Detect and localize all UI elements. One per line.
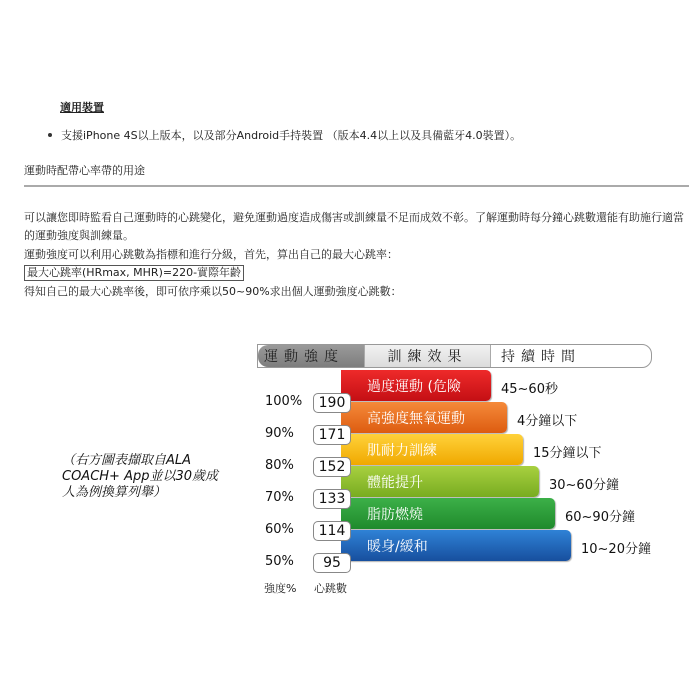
bullet-icon [48, 133, 52, 137]
bar-overtraining: 過度運動 (危險 [341, 370, 491, 401]
intensity-pct: 60% [265, 522, 294, 537]
duration-label: 60~90分鐘 [565, 510, 635, 525]
note-line: 人為例換算列舉） [62, 485, 167, 500]
header-effect: 訓練效果 [364, 345, 490, 367]
bar-anaerobic: 高強度無氧運動 [341, 402, 507, 433]
bar-fat-burn: 脂肪燃燒 [341, 498, 555, 529]
intensity-pct: 90% [265, 426, 294, 441]
section-heading-devices: 適用裝置 [60, 101, 104, 114]
bar-endurance: 肌耐力訓練 [341, 434, 523, 465]
bar-warmup: 暖身/緩和 [341, 530, 571, 561]
heart-rate-value: 152 [313, 457, 351, 477]
duration-label: 4分鐘以下 [517, 414, 578, 429]
heart-rate-value: 95 [313, 553, 351, 573]
note-line: （右方圖表擷取自ALA [62, 453, 192, 468]
duration-label: 15分鐘以下 [533, 446, 602, 461]
device-support-item [48, 127, 521, 143]
chart-header [257, 344, 652, 368]
heart-rate-value: 133 [313, 489, 351, 509]
bar-fitness: 體能提升 [341, 466, 539, 497]
heart-rate-value: 114 [313, 521, 351, 541]
paragraph-line: 得知自己的最大心跳率後，即可依序乘以50~90%求出個人運動強度心跳數： [24, 285, 402, 298]
paragraph-line: 可以讓您即時監看自己運動時的心跳變化，避免運動過度造成傷害或訓練量不足而成效不彰。了解運動時每分鐘心跳數還能有助施行適當 [24, 211, 684, 224]
header-duration: 持續時間 [490, 345, 651, 367]
header-intensity: 運動強度 [258, 345, 364, 367]
intensity-pct: 80% [265, 458, 294, 473]
heart-rate-value: 171 [313, 425, 351, 445]
duration-label: 45~60秒 [501, 382, 558, 397]
max-heart-rate-formula: 最大心跳率(HRmax, MHR)=220-實際年齡 [24, 265, 244, 281]
paragraph-line: 的運動強度與訓練量。 [24, 229, 134, 242]
section-title: 運動時配帶心率帶的用途 [24, 164, 145, 177]
intensity-pct: 70% [265, 490, 294, 505]
paragraph-line: 運動強度可以利用心跳數為指標和進行分級，首先，算出自己的最大心跳率： [24, 248, 398, 261]
duration-label: 10~20分鐘 [581, 542, 651, 557]
intensity-pct: 50% [265, 554, 294, 569]
device-support-text: 支援iPhone 4S以上版本，以及部分Android手持裝置 （版本4.4以上以及具備藍牙4.0裝置）。 [61, 129, 522, 142]
divider [24, 185, 689, 187]
note-line: COACH+ App並以30歲成 [62, 469, 219, 484]
footer-heart-rate-label: 心跳數 [314, 582, 347, 595]
heart-rate-value: 190 [313, 393, 351, 413]
intensity-pct: 100% [265, 394, 303, 409]
footer-intensity-label: 強度% [264, 582, 297, 595]
duration-label: 30~60分鐘 [549, 478, 619, 493]
chart-source-note [62, 453, 218, 501]
